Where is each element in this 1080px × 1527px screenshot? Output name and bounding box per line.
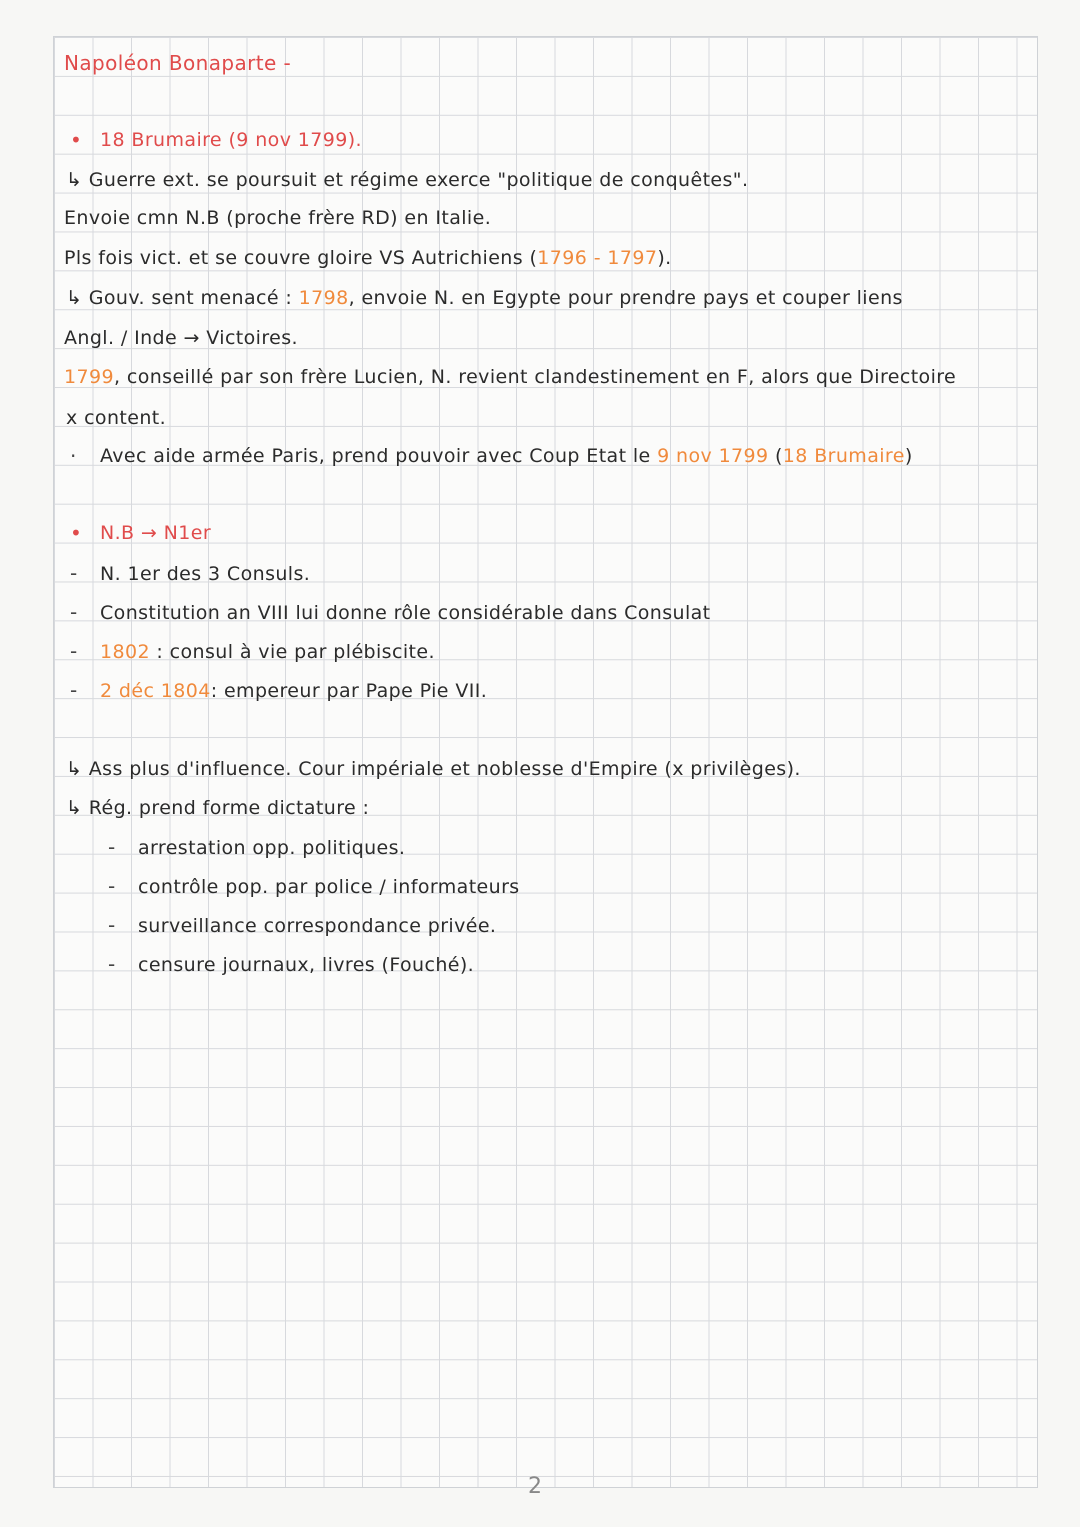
list-item — [100, 678, 487, 704]
bullet-dot: • — [70, 521, 82, 545]
date: 1799 — [64, 366, 114, 388]
list-item: N. 1er des 3 Consuls. — [100, 563, 311, 585]
date-range: 1796 - 1797 — [537, 247, 658, 269]
text-line — [66, 285, 903, 311]
text-line: ↳ Guerre ext. se poursuit et régime exerce "politique de conquêtes". — [66, 169, 749, 191]
list-item — [100, 639, 435, 665]
dash: - — [70, 639, 78, 663]
dash: - — [70, 600, 78, 624]
sub-item: arrestation opp. politiques. — [138, 837, 406, 859]
dash: - — [108, 874, 116, 898]
heading-date: 18 Brumaire — [100, 129, 223, 151]
heading-paren: (9 nov 1799). — [228, 129, 362, 151]
text-part: , envoie N. en Egypte pour prendre pays et couper liens — [348, 287, 903, 309]
section-heading-brumaire — [100, 127, 362, 153]
text-part: ( — [768, 445, 783, 467]
text-part: ↳ Gouv. sent menacé : — [66, 287, 299, 309]
date: 18 Brumaire — [782, 445, 905, 467]
date: 2 déc 1804 — [100, 680, 211, 702]
dash: - — [70, 678, 78, 702]
text-part: : empereur par Pape Pie VII. — [210, 680, 488, 702]
text-part: : consul à vie par plébiscite. — [149, 641, 435, 663]
text-line: Angl. / Inde → Victoires. — [64, 327, 298, 349]
text-part: Avec aide armée Paris, prend pouvoir avec Coup Etat le — [100, 445, 658, 467]
text-part: ). — [657, 247, 672, 269]
dash: - — [108, 835, 116, 859]
text-line: ↳ Ass plus d'influence. Cour impériale et noblesse d'Empire (x privilèges). — [66, 758, 801, 780]
dash: - — [70, 561, 78, 585]
dash: - — [108, 913, 116, 937]
text-part: ) — [904, 445, 913, 467]
text-line: Envoie cmn N.B (proche frère RD) en Italie. — [64, 207, 492, 229]
text-line — [100, 443, 913, 469]
bullet-dot: • — [70, 128, 82, 152]
page-title: Napoléon Bonaparte - — [64, 51, 292, 75]
text-line: ↳ Rég. prend forme dictature : — [66, 797, 370, 819]
page-number: 2 — [528, 1474, 542, 1499]
text-part: , conseillé par son frère Lucien, N. revient clandestinement en F, alors que Directoire — [113, 366, 957, 388]
date: 9 nov 1799 — [657, 445, 769, 467]
text-line: x content. — [66, 407, 167, 429]
list-item: Constitution an VIII lui donne rôle considérable dans Consulat — [100, 602, 711, 624]
text-line — [64, 245, 672, 271]
sub-item: contrôle pop. par police / informateurs — [138, 876, 520, 898]
text-line — [64, 364, 956, 390]
date: 1802 — [100, 641, 150, 663]
date: 1798 — [298, 287, 349, 309]
bullet-dot: · — [70, 444, 77, 468]
sub-item: surveillance correspondance privée. — [138, 915, 497, 937]
dash: - — [108, 952, 116, 976]
text-part: Pls fois vict. et se couvre gloire VS Autrichiens ( — [64, 247, 538, 269]
section-heading-nb: N.B → N1er — [100, 522, 212, 544]
sub-item: censure journaux, livres (Fouché). — [138, 954, 475, 976]
